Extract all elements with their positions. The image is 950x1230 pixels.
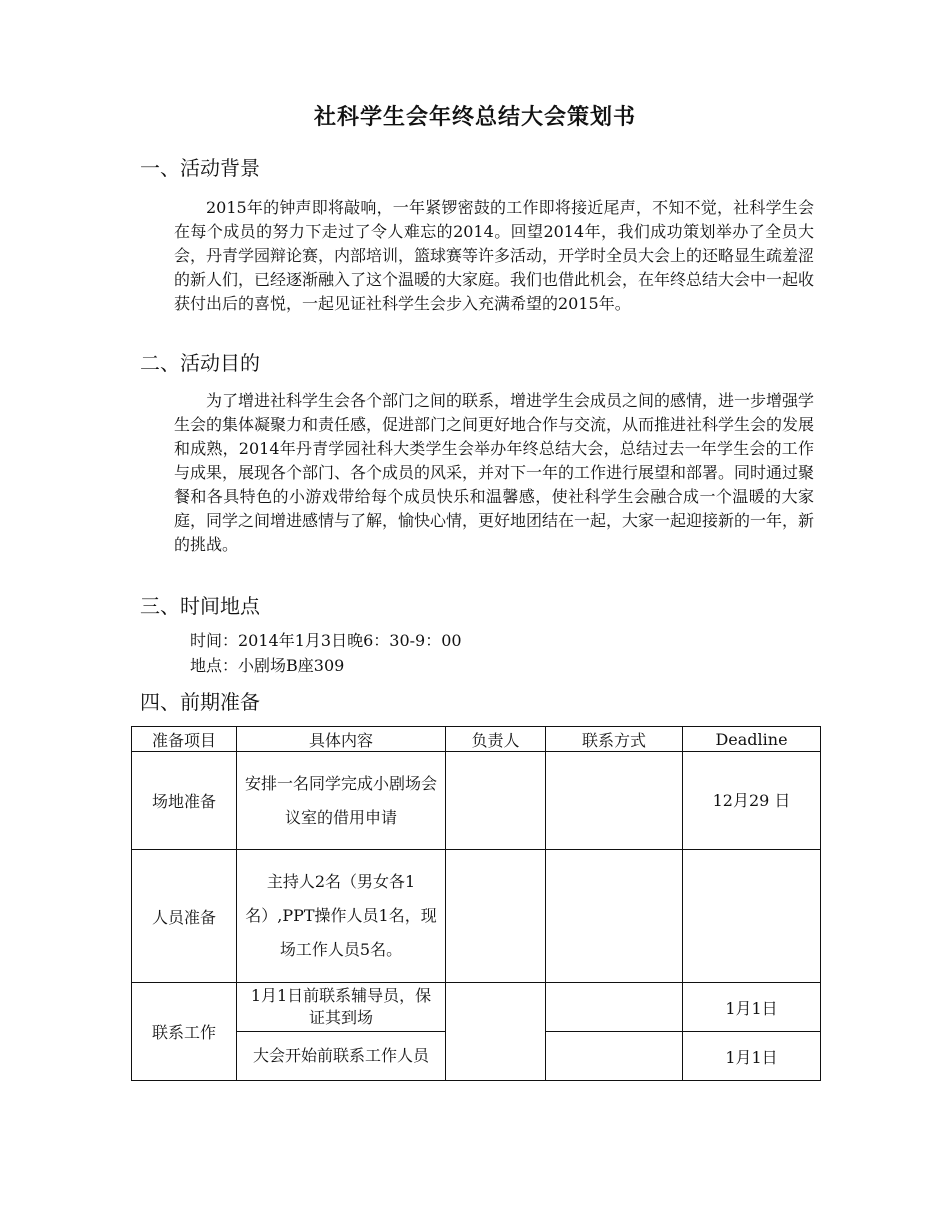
table-header-row: [132, 727, 821, 752]
background-paragraph: [174, 196, 814, 316]
event-time: 时间：2014年1月3日晚6：30-9：00: [190, 631, 462, 650]
row-content: 主持人2名（男女各1名）,PPT操作人员1名，现场工作人员5名。: [237, 850, 446, 983]
table-row: [132, 850, 821, 983]
header-contact: 联系方式: [546, 727, 683, 752]
purpose-text: 为了增进社科学生会各个部门之间的联系，增进学生会成员之间的感情，进一步增强学生会的集体凝聚力和责任感，促进部门之间更好地合作与交流，从而推进社科学生会的发展和成熟，2014年丹青学园社科大类学生会举办年终总结大会，总结过去一年学生会的工作与成果，展现各个部门、各个成员的风采，并对下一年的工作进行展望和部署。同时通过聚餐和各具特色的小游戏带给每个成员快乐和温馨感，使社科学生会融合成一个温暖的大家庭，同学之间增进感情与了解，愉快心情，更好地团结在一起，大家一起迎接新的一年，新的挑战。: [174, 391, 815, 554]
row-content: 1月1日前联系辅导员，保证其到场: [237, 983, 446, 1032]
page-title: 社科学生会年终总结大会策划书: [313, 104, 636, 130]
row-owner: [446, 752, 546, 850]
row-owner: [446, 850, 546, 983]
preparation-table: [131, 726, 821, 1081]
row-item: 场地准备: [132, 752, 237, 850]
section-heading-purpose: 二、活动目的: [140, 351, 260, 375]
section-heading-preparation: 四、前期准备: [140, 690, 260, 714]
row-owner: [446, 983, 546, 1081]
row-contact: [546, 1032, 683, 1081]
header-deadline: Deadline: [683, 727, 821, 752]
table-row: [132, 752, 821, 850]
row-deadline: 1月1日: [683, 983, 821, 1032]
table-row: [132, 983, 821, 1032]
purpose-paragraph: [174, 389, 814, 557]
row-content: 安排一名同学完成小剧场会议室的借用申请: [237, 752, 446, 850]
section-heading-time-place: 三、时间地点: [140, 594, 260, 618]
header-content: 具体内容: [237, 727, 446, 752]
background-text: 2015年的钟声即将敲响，一年紧锣密鼓的工作即将接近尾声，不知不觉，社科学生会在每个成员的努力下走过了令人难忘的2014。回望2014年，我们成功策划举办了全员大会，丹青学园辩论赛，内部培训，篮球赛等许多活动，开学时全员大会上的还略显生疏羞涩的新人们，已经逐渐融入了这个温暖的大家庭。我们也借此机会，在年终总结大会中一起收获付出后的喜悦，一起见证社科学生会步入充满希望的2015年。: [174, 198, 815, 313]
row-contact: [546, 983, 683, 1032]
row-deadline: [683, 850, 821, 983]
row-contact: [546, 850, 683, 983]
row-item: 人员准备: [132, 850, 237, 983]
row-deadline: 1月1日: [683, 1032, 821, 1081]
row-content: 大会开始前联系工作人员: [237, 1032, 446, 1081]
event-place: 地点：小剧场B座309: [190, 656, 345, 675]
row-item: 联系工作: [132, 983, 237, 1081]
row-contact: [546, 752, 683, 850]
row-deadline: 12月29 日: [683, 752, 821, 850]
header-owner: 负责人: [446, 727, 546, 752]
section-heading-background: 一、活动背景: [140, 156, 260, 180]
header-item: 准备项目: [132, 727, 237, 752]
